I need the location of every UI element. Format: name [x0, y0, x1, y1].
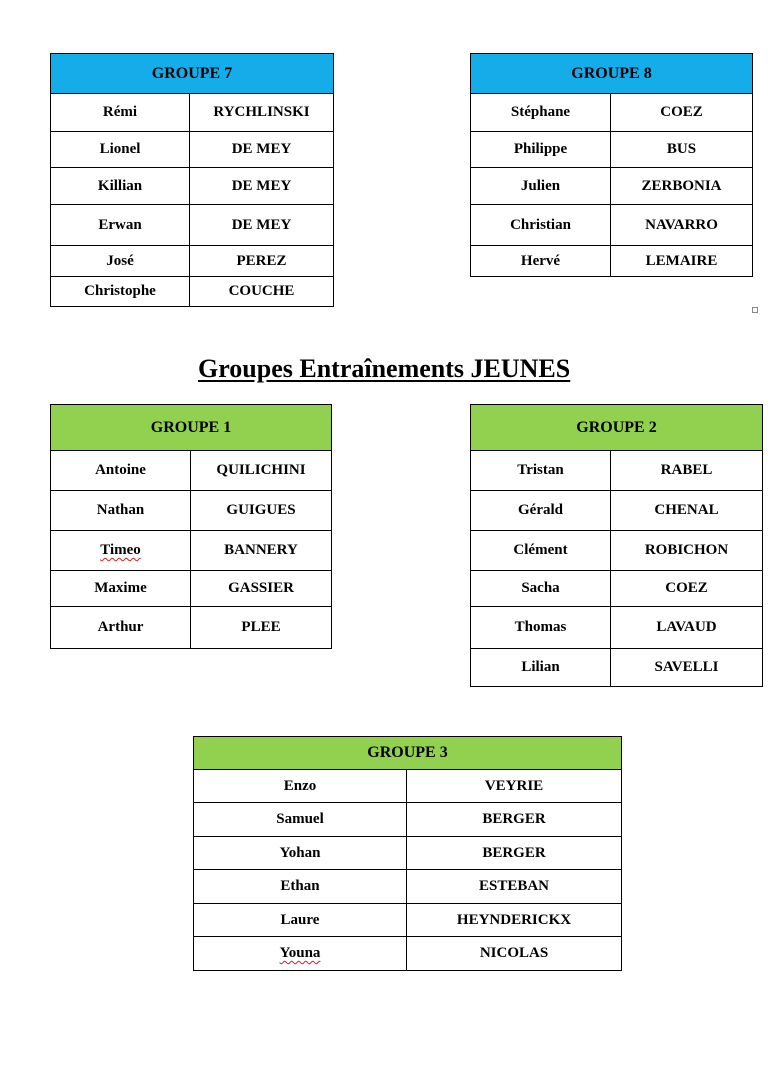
last-name: RABEL: [611, 451, 763, 491]
first-name-text: Youna: [279, 945, 321, 961]
table-row: [471, 649, 763, 687]
first-name: Samuel: [194, 803, 407, 837]
table-row: [51, 531, 332, 571]
group-header: GROUPE 2: [471, 405, 763, 451]
table-row: [471, 168, 753, 205]
table-row: [471, 246, 753, 277]
table-row: [51, 491, 332, 531]
group-header: GROUPE 1: [51, 405, 332, 451]
first-name: Clément: [471, 531, 611, 571]
first-name: Christophe: [51, 277, 190, 307]
first-name: Arthur: [51, 607, 191, 649]
first-name: Nathan: [51, 491, 191, 531]
group-header: GROUPE 8: [471, 54, 753, 94]
first-name: Rémi: [51, 94, 190, 132]
first-name: Maxime: [51, 571, 191, 607]
last-name: SAVELLI: [611, 649, 763, 687]
last-name: COEZ: [611, 571, 763, 607]
last-name: GUIGUES: [191, 491, 332, 531]
last-name: DE MEY: [190, 168, 334, 205]
table-row: [471, 94, 753, 132]
first-name: Hervé: [471, 246, 611, 277]
last-name: PEREZ: [190, 246, 334, 277]
last-name: NICOLAS: [407, 937, 622, 971]
last-name: ESTEBAN: [407, 870, 622, 904]
group-header: GROUPE 7: [51, 54, 334, 94]
table-row: [471, 451, 763, 491]
table-groupe-7: [50, 53, 334, 307]
table-row: [51, 246, 334, 277]
first-name: Killian: [51, 168, 190, 205]
table-row: [51, 571, 332, 607]
first-name-text: Timeo: [100, 542, 141, 558]
table-row: [51, 168, 334, 205]
last-name: RYCHLINSKI: [190, 94, 334, 132]
table-row: [194, 770, 622, 803]
first-name: Enzo: [194, 770, 407, 803]
table-row: [194, 904, 622, 937]
last-name: BERGER: [407, 837, 622, 870]
table-row: [194, 837, 622, 870]
last-name: ZERBONIA: [611, 168, 753, 205]
table-row: [471, 205, 753, 246]
table-row: [51, 132, 334, 168]
last-name: PLEE: [191, 607, 332, 649]
first-name: [194, 937, 407, 971]
last-name: DE MEY: [190, 132, 334, 168]
last-name: QUILICHINI: [191, 451, 332, 491]
last-name: GASSIER: [191, 571, 332, 607]
table-row: [471, 531, 763, 571]
first-name: Lionel: [51, 132, 190, 168]
first-name: Julien: [471, 168, 611, 205]
last-name: CHENAL: [611, 491, 763, 531]
first-name: Tristan: [471, 451, 611, 491]
page-title: Groupes Entraînements JEUNES: [198, 354, 571, 383]
last-name: COUCHE: [190, 277, 334, 307]
last-name: DE MEY: [190, 205, 334, 246]
table-row: [471, 491, 763, 531]
table-row: [471, 607, 763, 649]
last-name: LAVAUD: [611, 607, 763, 649]
first-name: Ethan: [194, 870, 407, 904]
first-name: Antoine: [51, 451, 191, 491]
last-name: COEZ: [611, 94, 753, 132]
last-name: HEYNDERICKX: [407, 904, 622, 937]
last-name: BUS: [611, 132, 753, 168]
last-name: BANNERY: [191, 531, 332, 571]
table-row: [51, 607, 332, 649]
first-name: Thomas: [471, 607, 611, 649]
group-header: GROUPE 3: [194, 737, 622, 770]
first-name: Gérald: [471, 491, 611, 531]
table-row: [51, 451, 332, 491]
first-name: Stéphane: [471, 94, 611, 132]
anchor-marker: [752, 307, 758, 313]
table-groupe-2: [470, 404, 763, 687]
first-name: Yohan: [194, 837, 407, 870]
table-row: [51, 205, 334, 246]
last-name: ROBICHON: [611, 531, 763, 571]
table-row: [194, 803, 622, 837]
first-name: [51, 531, 191, 571]
table-row: [51, 94, 334, 132]
table-groupe-8: [470, 53, 753, 277]
first-name: Christian: [471, 205, 611, 246]
last-name: NAVARRO: [611, 205, 753, 246]
last-name: BERGER: [407, 803, 622, 837]
table-row: [471, 571, 763, 607]
first-name: José: [51, 246, 190, 277]
table-row: [194, 870, 622, 904]
table-groupe-3: [193, 736, 622, 971]
table-row: [471, 132, 753, 168]
last-name: LEMAIRE: [611, 246, 753, 277]
last-name: VEYRIE: [407, 770, 622, 803]
table-row: [51, 277, 334, 307]
first-name: Lilian: [471, 649, 611, 687]
first-name: Philippe: [471, 132, 611, 168]
first-name: Laure: [194, 904, 407, 937]
first-name: Erwan: [51, 205, 190, 246]
first-name: Sacha: [471, 571, 611, 607]
table-row: [194, 937, 622, 971]
table-groupe-1: [50, 404, 332, 649]
